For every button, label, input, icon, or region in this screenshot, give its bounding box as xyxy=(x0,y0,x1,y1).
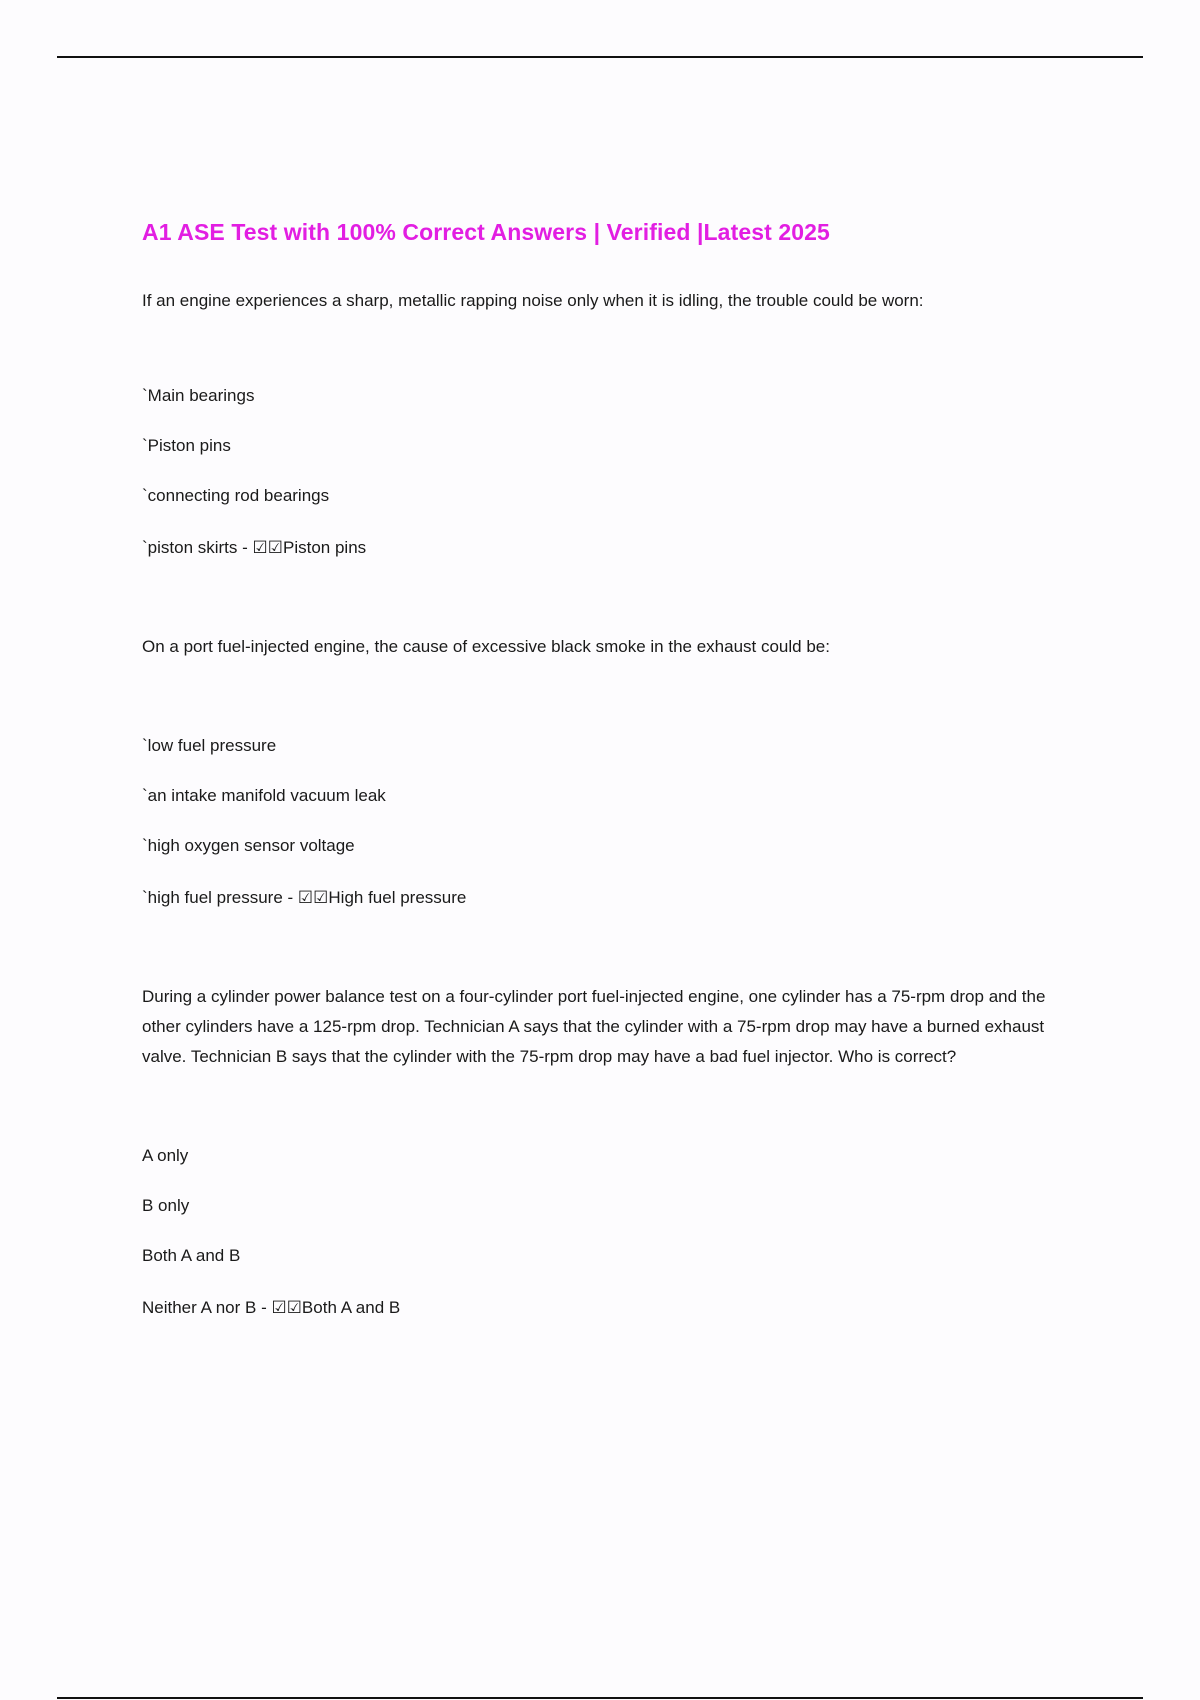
question-2-option-2: `an intake manifold vacuum leak xyxy=(142,786,386,805)
question-3-option-1: A only xyxy=(142,1146,189,1165)
document-title: A1 ASE Test with 100% Correct Answers | Verified |Latest 2025 xyxy=(142,219,830,245)
question-2-option-4-answer: `high fuel pressure - ☑☑High fuel pressure xyxy=(142,888,467,907)
footer-rule xyxy=(57,1697,1143,1699)
question-1-option-3: `connecting rod bearings xyxy=(142,486,330,505)
header-rule xyxy=(57,56,1143,58)
question-2-option-1: `low fuel pressure xyxy=(142,736,277,755)
question-3-text: During a cylinder power balance test on a four-cylinder port fuel-injected engine, one cylinder has a 75-rpm drop and the other cylinders have a 125-rpm drop. Technician A says that the cylinder with a 75-rpm drop may have a burned exhaust valve. Technician B says that the cylinder with the 75-rpm drop may have a bad fuel injector. Who is correct? xyxy=(142,987,1046,1066)
document-body xyxy=(142,212,1062,1322)
question-1-option-1: `Main bearings xyxy=(142,386,255,405)
question-3-option-2: B only xyxy=(142,1196,190,1215)
question-1-text: If an engine experiences a sharp, metallic rapping noise only when it is idling, the trouble could be worn: xyxy=(142,291,924,310)
question-2-text: On a port fuel-injected engine, the cause of excessive black smoke in the exhaust could be: xyxy=(142,637,830,656)
question-3-option-4-answer: Neither A nor B - ☑☑Both A and B xyxy=(142,1298,401,1317)
question-1-option-2: `Piston pins xyxy=(142,436,231,455)
question-1-option-4-answer: `piston skirts - ☑☑Piston pins xyxy=(142,538,367,557)
question-3-option-3: Both A and B xyxy=(142,1246,241,1265)
question-2-option-3: `high oxygen sensor voltage xyxy=(142,836,355,855)
